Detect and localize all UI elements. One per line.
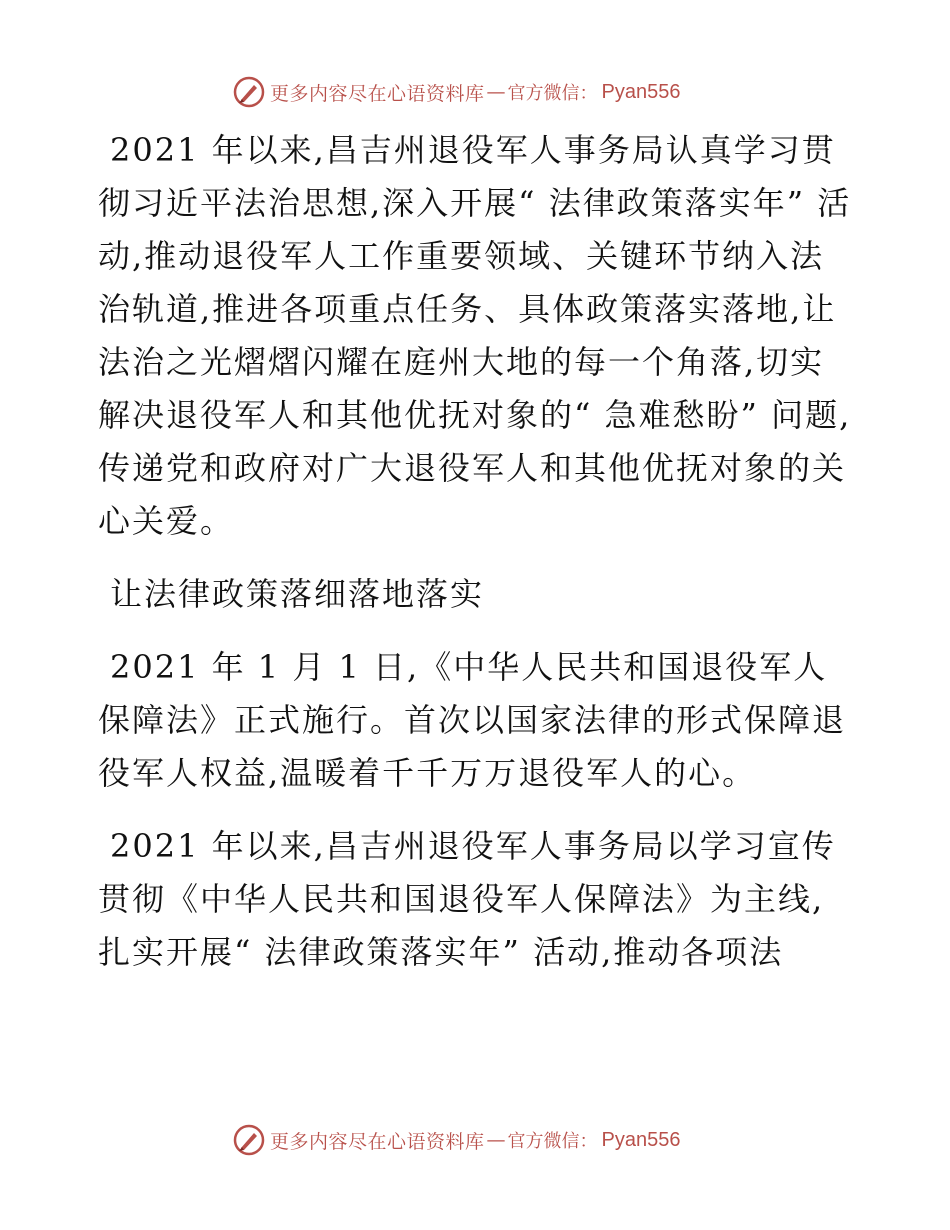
pen-logo-icon [232,75,266,109]
watermark-wechat-id: Pyan556 [601,80,681,103]
watermark-wechat-label: 官方微信： [507,83,598,104]
paragraph-activities: 2021 年以来,昌吉州退役军人事务局以学习宣传贯彻《中华人民共和国退役军人保障法》为主线,扎实开展“ 法律政策落实年” 活动,推动各项法 [98,827,836,971]
watermark-dash: — [486,81,506,103]
watermark-wechat-label: 官方微信： [507,1131,598,1152]
section-heading: 让法律政策落细落地落实 [110,575,485,613]
watermark-banner-bottom [232,1120,680,1160]
watermark-wechat-id: Pyan556 [601,1128,681,1151]
watermark-text: 更多内容尽在心语资料库 [270,82,485,105]
paragraph-intro: 2021 年以来,昌吉州退役军人事务局认真学习贯彻习近平法治思想,深入开展“ 法律政策落实年” 活动,推动退役军人工作重要领域、关键环节纳入法治轨道,推进各项重点任务、具体政策落实落地,让法治之光熠熠闪耀在庭州大地的每一个角落,切实解决退役军人和其他优抚对象的“ 急难愁盼” 问题,传递党和政府对广大退役军人和其他优抚对象的关心关爱。 [98,131,852,540]
pen-logo-icon [232,1123,266,1157]
watermark-dash: — [486,1129,506,1151]
watermark-banner-top [232,72,680,112]
watermark-text: 更多内容尽在心语资料库 [270,1130,485,1153]
paragraph-law-effective: 2021 年 1 月 1 日,《中华人民共和国退役军人保障法》正式施行。首次以国家法律的形式保障退役军人权益,温暖着千千万万退役军人的心。 [98,648,847,792]
document-body [98,124,858,999]
